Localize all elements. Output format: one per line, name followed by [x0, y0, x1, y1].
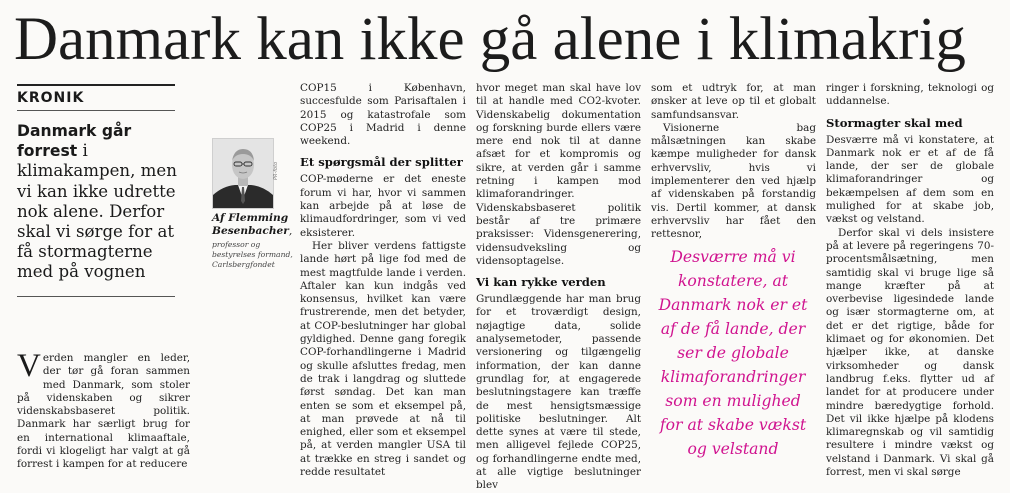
drop-cap: V — [17, 348, 41, 384]
lead-rest: i klimakampen, men vi kan ikke udrette nok alene. Derfor skal vi sørge for at få stormagterne med på vognen — [17, 141, 177, 282]
author-portrait — [212, 138, 274, 209]
paragraph: Desværre må vi konstatere, at Danmark nok er et af de få lande, der ser de globale klimaforandringer og bekæmpelsen af dem som en mulighed for at skabe job, vækst og velstand. — [826, 133, 994, 226]
lead-bold: Danmark går forrest — [17, 122, 132, 161]
paragraph: Derfor skal vi dels insistere på at levere på regeringens 70-procentsmålsætning, men samtidig skal vi bruge lige så mange kræfter på at overbevise ligesindede lande og især stormagterne om, at det er det rigtige, både for klimaet og for økonomien. Det hjælper ikke, at danske virksomheder og dansk landbrug f.eks. flytter ud af landet for at producere under mindre bæredygtige forhold. Det vil ikke hjælpe på klodens klimaregnskab og vil samtidig resultere i mindre vækst og velstand i Danmark. Vi skal gå forrest, men vi skal sørge — [826, 226, 994, 479]
intro-text: erden mangler en leder, der tør gå foran sammen med Danmark, som stoler på videnskaben og sikrer videnskabsbaseret politik. Danmark har særligt brug for en international klimaaftale, fordi vi klogeligt har valgt at gå forrest i kampen for at reducere — [17, 352, 190, 471]
subheading: Stormagter skal med — [826, 115, 963, 130]
paragraph: COP15 i København, succesfulde som Parisaftalen i 2015 og katastrofale som COP25 i Madrid i denne weekend. — [300, 82, 466, 148]
column-5 — [826, 82, 994, 479]
section-rule — [17, 110, 175, 111]
subheading: Vi kan rykke verden — [476, 275, 606, 290]
paragraph: Visionerne bag målsætningen kan skabe kæmpe muligheder for dansk erhvervsliv, hvis vi implementerer den ved hjælp af videnskaben på forstandig vis. Dertil kommer, at dansk erhvervsliv har fået den rettesnor, — [651, 121, 816, 241]
headline: Danmark kan ikke gå alene i klimakrig — [14, 6, 966, 73]
lead-text — [17, 121, 189, 283]
subheading: Et spørgsmål der splitter — [300, 155, 463, 170]
section-label: KRONIK — [17, 90, 85, 106]
paragraph: Grundlæggende har man brug for et troværdigt design, nøjagtige data, solide analysemetoder, passende versionering og tilgængelig information, der kan danne grundlag for, at engagerede beslutningstagere kan træffe de mest hensigtsmæssige politiske beslutninger. Alt dette synes at være til stede, men alligevel fejlede COP25, og forhandlingerne endte med, at alle vigtige beslutninger blev — [476, 293, 641, 492]
photo-credit: PR-foto — [273, 161, 279, 180]
article-intro — [17, 348, 190, 472]
paragraph: Her bliver verdens fattigste lande hørt på lige fod med de mest magtfulde lande i verden. Aftaler kan kun indgås ved konsensus, hvilket kan være frustrerende, men det betyder, at COP-beslutninger har global gyldighed. Denne gang foregik COP-forhandlingerne i Madrid og skulle afsluttes fredag, men de trak i langdrag og sluttede først søndag. Det kan man enten se som et eksempel på, at man prøvede at nå til enighed, eller som et eksempel på, at verden mangler USA til at trække en streg i sandet og redde resultatet — [300, 239, 466, 479]
column-4 — [651, 82, 816, 242]
author-name: Af Flemming Besenbacher, — [212, 212, 293, 237]
author-role: professor og bestyrelses formand, Carlsbergfondet — [212, 240, 293, 269]
lead-rule — [17, 296, 175, 297]
paragraph: ringer i forskning, teknologi og uddannelse. — [826, 82, 994, 108]
pull-quote: Desværre må vi konstatere, at Danmark nok er et af de få lande, der ser de globale klimaforandringer som en mulighed for at skabe vækst og velstand — [658, 248, 808, 458]
paragraph: som et udtryk for, at man ønsker at leve op til et globalt samfundsansvar. — [651, 82, 816, 121]
section-rule-top — [17, 84, 175, 86]
column-3 — [476, 82, 641, 493]
column-2 — [300, 82, 466, 479]
byline — [212, 212, 297, 270]
paragraph: hvor meget man skal have lov til at handle med CO2-kvoter. Videnskabelig dokumentation og forskning burde ellers være mere end nok til at danne afsæt for et kompromis og sikre, at verden går i samme retning i kampen mod klimaforandringer. Videnskabsbaseret politik består af tre primære praksisser: Vidensgenerering, vidensudveksling og vidensoptagelse. — [476, 82, 641, 267]
paragraph: COP-møderne er det eneste forum vi har, hvor vi sammen kan arbejde på at løse de klimaudfordringer, som vi ved eksisterer. — [300, 173, 466, 239]
